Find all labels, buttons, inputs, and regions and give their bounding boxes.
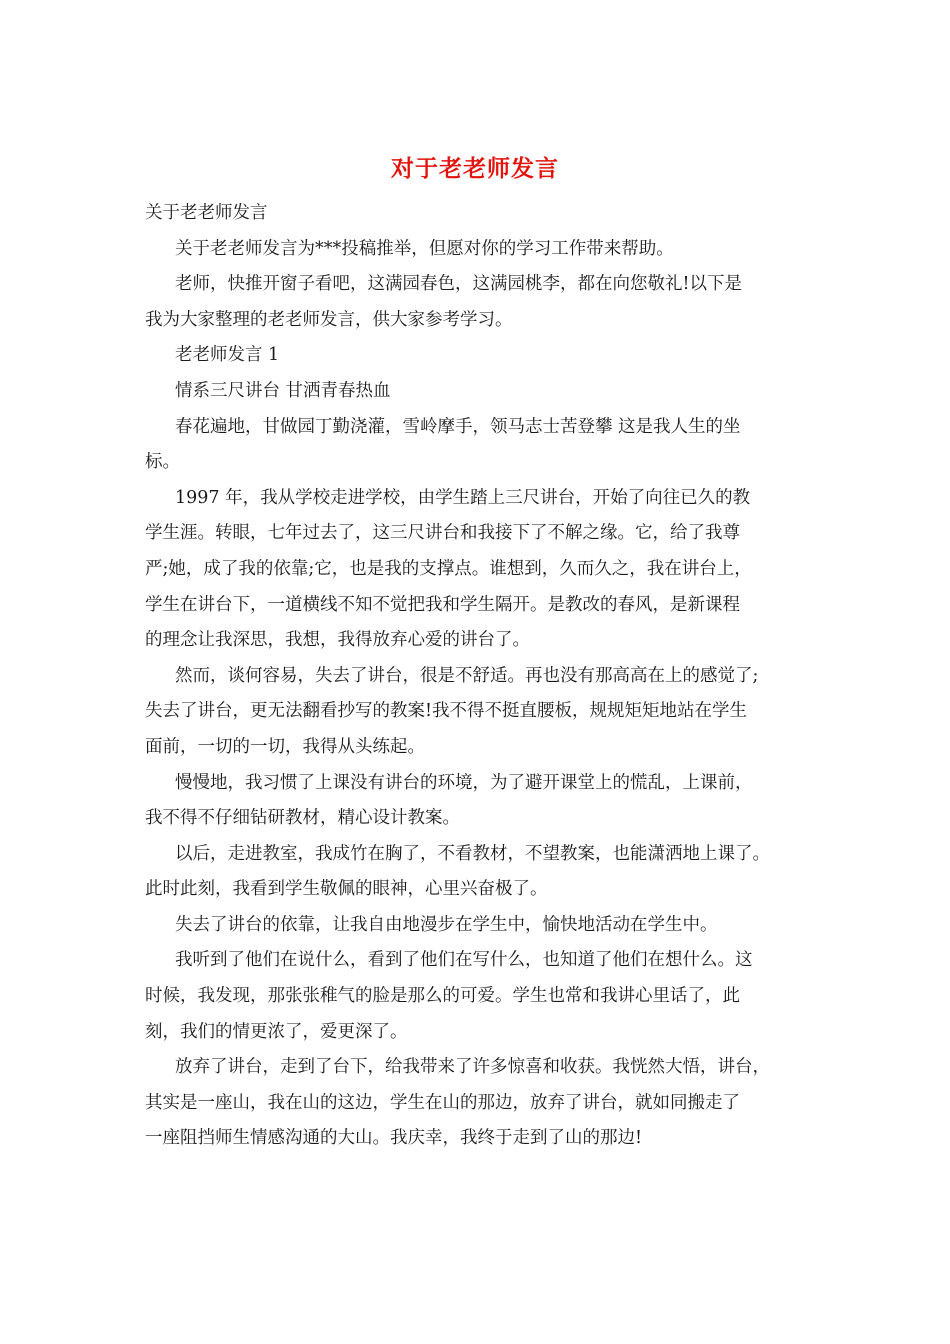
paragraph — [145, 267, 825, 338]
text-line: 标。 — [145, 452, 180, 473]
text-line: 情系三尺讲台 甘洒青春热血 — [175, 380, 391, 401]
text-line: 以后，走进教室，我成竹在胸了，不看教材，不望教案，也能潇洒地上课了。 — [175, 843, 770, 864]
text-line: 严;她，成了我的依靠;它，也是我的支撑点。谁想到，久而久之，我在讲台上， — [145, 558, 752, 579]
paragraph — [145, 908, 825, 944]
text-line: 刻，我们的情更浓了，爱更深了。 — [145, 1021, 408, 1042]
text-line: 我听到了他们在说什么，看到了他们在写什么，也知道了他们在想什么。这 — [175, 950, 753, 971]
paragraph — [145, 410, 825, 481]
paragraph — [145, 943, 825, 1050]
paragraph — [145, 766, 825, 837]
text-line: 春花遍地，甘做园丁勤浇灌，雪岭摩手，领马志士苦登攀 这是我人生的坐 — [175, 416, 741, 437]
text-line: 关于老老师发言为***投稿推举，但愿对你的学习工作带来帮助。 — [175, 238, 674, 259]
text-line: 1997 年，我从学校走进学校，由学生踏上三尺讲台，开始了向往已久的教 — [175, 487, 751, 508]
text-line: 我不得不仔细钻研教材，精心设计教案。 — [145, 808, 460, 829]
paragraph — [145, 659, 825, 766]
paragraph — [145, 232, 825, 268]
paragraph-list — [145, 232, 825, 1157]
plain-heading — [145, 196, 825, 232]
paragraph — [145, 338, 825, 374]
paragraph — [145, 1050, 825, 1157]
document-body — [145, 196, 825, 1157]
text-line: 老师，快推开窗子看吧，这满园春色，这满园桃李，都在向您敬礼!以下是 — [175, 274, 743, 295]
document-title: 对于老老师发言 — [391, 155, 559, 182]
text-line: 面前，一切的一切，我得从头练起。 — [145, 736, 425, 757]
text-line: 此时此刻，我看到学生敬佩的眼神，心里兴奋极了。 — [145, 879, 548, 900]
text-line: 一座阻挡师生情感沟通的大山。我庆幸，我终于走到了山的那边! — [145, 1128, 643, 1149]
text-line: 学生涯。转眼，七年过去了，这三尺讲台和我接下了不解之缘。它，给了我尊 — [145, 523, 740, 544]
text-line: 我为大家整理的老老师发言，供大家参考学习。 — [145, 309, 513, 330]
text-line: 放弃了讲台，走到了台下，给我带来了许多惊喜和收获。我恍然大悟，讲台， — [175, 1057, 770, 1078]
text-line: 学生在讲台下，一道横线不知不觉把我和学生隔开。是教改的春风，是新课程 — [145, 594, 740, 615]
text-line: 时候，我发现，那张张稚气的脸是那么的可爱。学生也常和我讲心里话了，此 — [145, 986, 740, 1007]
text-line: 慢慢地，我习惯了上课没有讲台的环境，为了避开课堂上的慌乱，上课前， — [175, 772, 753, 793]
text-line: 关于老老师发言 — [145, 203, 268, 223]
paragraph — [145, 837, 825, 908]
text-line: 失去了讲台，更无法翻看抄写的教案!我不得不挺直腰板，规规矩矩地站在学生 — [145, 701, 748, 722]
text-line: 的理念让我深思，我想，我得放弃心爱的讲台了。 — [145, 630, 530, 651]
text-line: 其实是一座山，我在山的这边，学生在山的那边，放弃了讲台，就如同搬走了 — [145, 1092, 740, 1113]
text-line: 失去了讲台的依靠，让我自由地漫步在学生中，愉快地活动在学生中。 — [175, 914, 718, 935]
text-line: 老老师发言 1 — [175, 345, 280, 366]
paragraph — [145, 481, 825, 659]
text-line: 然而，谈何容易，失去了讲台，很是不舒适。再也没有那高高在上的感觉了; — [175, 665, 759, 686]
paragraph — [145, 374, 825, 410]
